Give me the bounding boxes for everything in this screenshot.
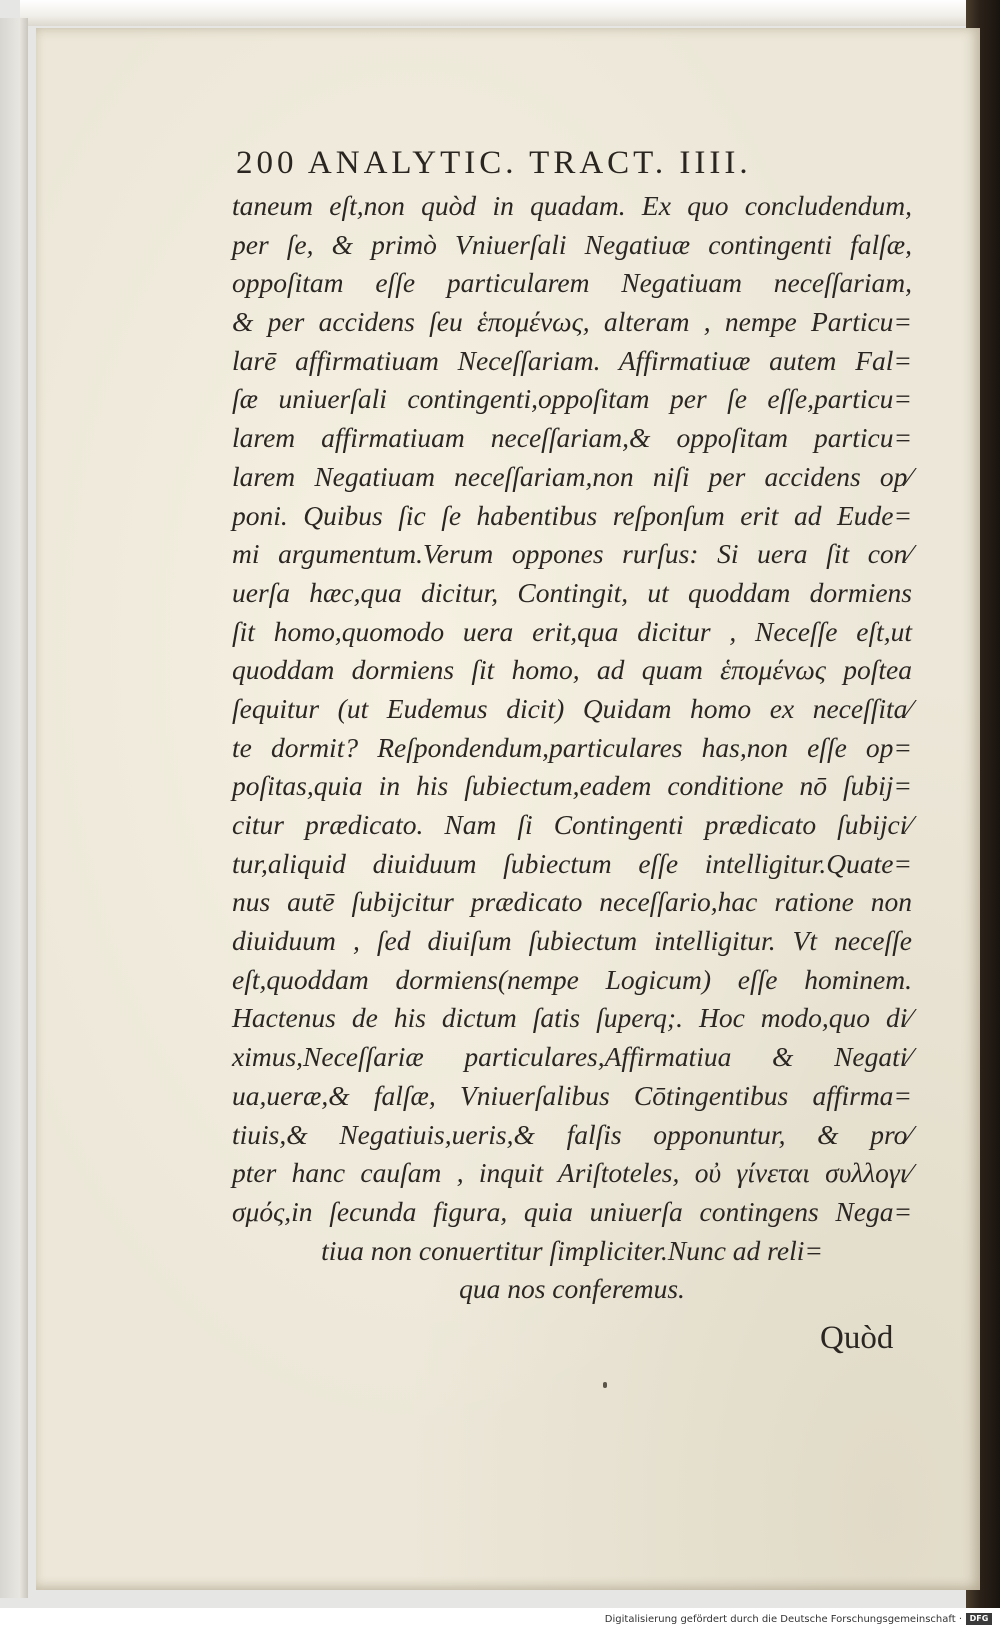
body-text — [232, 187, 912, 1309]
book-top-edge — [20, 0, 970, 26]
dfg-logo-icon: DFG — [966, 1613, 992, 1625]
text-line: Hactenus de his dictum ſatis ſuperq;. Hoc modo,quo di⁄ — [232, 1002, 912, 1034]
text-line: mi argumentum.Verum oppones rurſus: Si uera ſit con⁄ — [232, 538, 912, 570]
footer-credit: Digitalisierung gefördert durch die Deutsche Forschungsgemeinschaft · — [604, 1614, 962, 1625]
text-line: ſit homo,quomodo uera erit,qua dicitur , Neceſſe eſt,ut — [232, 615, 912, 647]
text-line: tiuis,& Negatiuis,ueris,& falſis opponuntur, & pro⁄ — [232, 1118, 912, 1150]
text-line: poni. Quibus ſic ſe habentibus reſponſum erit ad Eude= — [232, 499, 912, 531]
text-line: ſequitur (ut Eudemus dicit) Quidam homo ex neceſſita⁄ — [232, 692, 912, 724]
text-line: larem Negatiuam neceſſariam,non niſi per accidens op⁄ — [232, 460, 912, 492]
running-head: 200 ANALYTIC. TRACT. IIII. — [236, 145, 752, 181]
text-line-closing: qua nos conferemus. — [459, 1273, 685, 1305]
text-line: ua,ueræ,& falſæ, Vniuerſalibus Cōtingentibus affirma= — [232, 1079, 912, 1111]
text-line: uerſa hæc,qua dicitur, Contingit, ut quoddam dormiens — [232, 576, 912, 608]
text-line: per ſe, & primò Vniuerſali Negatiuæ contingenti falſæ, — [232, 228, 912, 260]
footer-bar — [0, 1608, 1000, 1628]
text-line: tur,aliquid diuiduum ſubiectum eſſe intelligitur.Quate= — [232, 847, 912, 879]
text-line: te dormit? Reſpondendum,particulares has,non eſſe op= — [232, 731, 912, 763]
text-line: quoddam dormiens ſit homo, ad quam ἑπομένως poſtea — [232, 654, 912, 686]
text-line: larē affirmatiuam Neceſſariam. Affirmatiuæ autem Fal= — [232, 344, 912, 376]
text-line: ſæ uniuerſali contingenti,oppoſitam per ſe eſſe,particu= — [232, 383, 912, 415]
text-line: oppoſitam eſſe particularem Negatiuam neceſſariam, — [232, 267, 912, 299]
text-line: poſitas,quia in his ſubiectum,eadem conditione nō ſubij= — [232, 770, 912, 802]
text-line-closing: tiua non conuertitur ſimpliciter.Nunc ad reli= — [321, 1234, 823, 1266]
catchword: Quòd — [820, 1320, 894, 1356]
print-mark — [603, 1382, 607, 1388]
text-line: diuiduum , ſed diuiſum ſubiectum intelligitur. Vt neceſſe — [232, 925, 912, 957]
text-line: larem affirmatiuam neceſſariam,& oppoſitam particu= — [232, 422, 912, 454]
text-line: eſt,quoddam dormiens(nempe Logicum) eſſe hominem. — [232, 963, 912, 995]
text-line: pter hanc cauſam , inquit Ariſtoteles, οὐ γίνεται συλλογι⁄ — [232, 1157, 912, 1189]
text-line: citur prædicato. Nam ſi Contingenti prædicato ſubijci⁄ — [232, 809, 912, 840]
text-line: ximus,Neceſſariæ particulares,Affirmatiua & Negati⁄ — [232, 1041, 912, 1073]
text-line: nus autē ſubijcitur prædicato neceſſario,hac ratione non — [232, 886, 912, 918]
text-line: & per accidens ſeu ἑπομένως, alteram , nempe Particu= — [232, 306, 912, 338]
text-line: taneum eſt,non quòd in quadam. Ex quo concludendum, — [232, 190, 912, 221]
text-line: σμός,in ſecunda figura, quia uniuerſa contingens Nega= — [232, 1195, 912, 1227]
book-left-edge — [0, 18, 28, 1598]
